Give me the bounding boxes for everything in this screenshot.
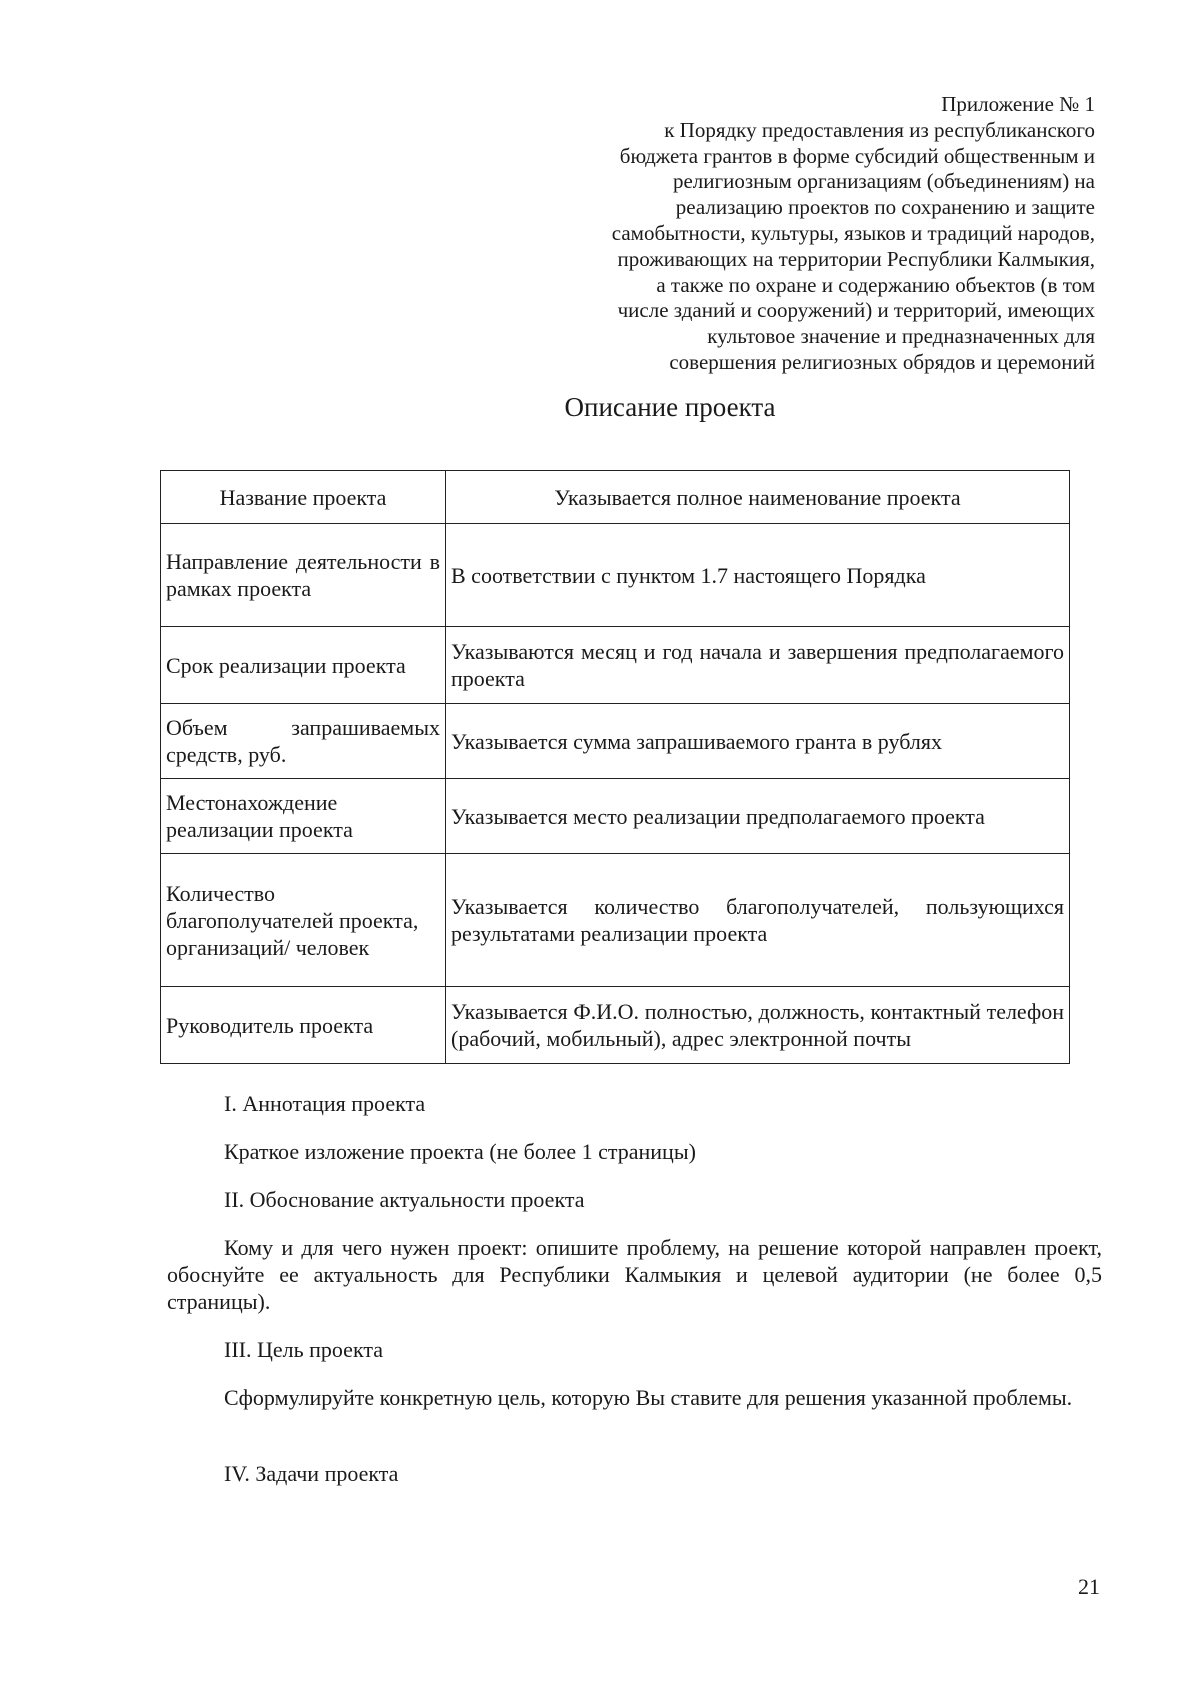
page-number: 21 [1078,1574,1100,1599]
table-cell-label: Местонахождение реализации проекта [161,779,446,854]
section-heading-relevance: II. Обоснование актуальности проекта [224,1187,585,1212]
table-row [161,627,1070,704]
table-cell-value: Указывается сумма запрашиваемого гранта в рублях [446,704,1070,779]
table-row [161,524,1070,627]
table-cell-value: Указывается место реализации предполагаемого проекта [446,779,1070,854]
table-row [161,704,1070,779]
appendix-line: Приложение № 1 [941,92,1095,116]
section-text-relevance: Кому и для чего нужен проект: опишите проблему, на решение которой направлен проект, обоснуйте ее актуальность для Республики Калмыкия и целевой аудитории (не более 0,5 страницы). [167,1235,1102,1314]
table-row [161,471,1070,524]
table-cell-label: Название проекта [161,471,446,524]
table-row [161,854,1070,987]
appendix-line: проживающих на территории Республики Калмыкия, [617,246,1095,271]
table-cell-label: Срок реализации проекта [161,627,446,704]
appendix-line: культовое значение и предназначенных для [707,324,1095,349]
table-cell-value: Указывается полное наименование проекта [446,471,1070,524]
table-cell-label: Направление деятельности в рамках проекта [161,524,446,627]
section-text-goal: Сформулируйте конкретную цель, которую Вы ставите для решения указанной проблемы. [224,1385,1073,1410]
appendix-line: самобытности, культуры, языков и традиций народов, [611,220,1095,245]
appendix-line: совершения религиозных обрядов и церемоний [669,349,1095,374]
appendix-line: бюджета грантов в форме субсидий общественным и [619,143,1095,168]
appendix-line: числе зданий и сооружений) и территорий, имеющих [617,298,1095,323]
table-cell-value: Указываются месяц и год начала и завершения предполагаемого проекта [446,627,1070,704]
table-cell-value: Указывается количество благополучателей, пользующихся результатами реализации проекта [446,854,1070,987]
table-cell-label: Объем запрашиваемых средств, руб. [161,704,446,779]
table-row [161,779,1070,854]
appendix-line: к Порядку предоставления из республиканского [664,117,1095,142]
table-cell-value: Указывается Ф.И.О. полностью, должность, контактный телефон (рабочий, мобильный), адрес электронной почты [446,987,1070,1064]
table-row [161,987,1070,1064]
appendix-line: реализацию проектов по сохранению и защите [675,195,1095,220]
section-heading-tasks: IV. Задачи проекта [224,1461,399,1486]
table-cell-value: В соответствии с пунктом 1.7 настоящего Порядка [446,524,1070,627]
table-cell-label: Руководитель проекта [161,987,446,1064]
section-heading-goal: III. Цель проекта [224,1337,383,1362]
appendix-line: а также по охране и содержанию объектов (в том [656,272,1095,297]
appendix-header [535,92,1095,376]
table-cell-label: Количество благополучателей проекта, организаций/ человек [161,854,446,987]
project-description-table [160,470,1070,1064]
section-text-annotation: Краткое изложение проекта (не более 1 страницы) [224,1139,696,1164]
appendix-line: религиозным организациям (объединениям) на [672,169,1095,194]
section-heading-annotation: I. Аннотация проекта [224,1091,426,1116]
page-title: Описание проекта [564,392,776,422]
